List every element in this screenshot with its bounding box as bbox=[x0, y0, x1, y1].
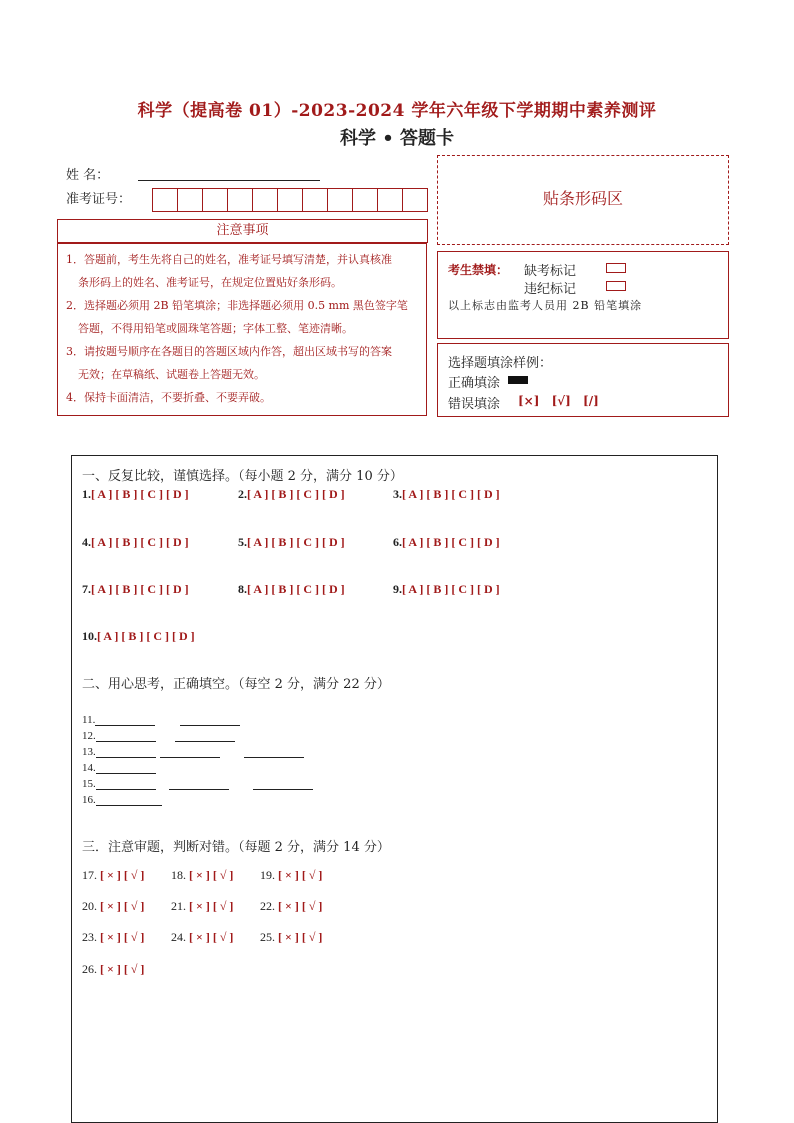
correct-fill-sample bbox=[508, 376, 528, 384]
id-digit-box[interactable] bbox=[302, 188, 328, 212]
page-subtitle: 科学 • 答题卡 bbox=[339, 128, 455, 149]
tf-question-21[interactable]: 21. [ × ] [ √ ] bbox=[171, 899, 234, 913]
fill-row-12: 12. bbox=[82, 729, 235, 742]
blank-field[interactable] bbox=[180, 713, 240, 726]
barcode-label: 贴条形码区 bbox=[542, 189, 623, 208]
tf-question-19[interactable]: 19. [ × ] [ √ ] bbox=[260, 868, 323, 882]
correct-fill-label: 正确填涂 bbox=[448, 376, 501, 391]
fill-row-15: 15. bbox=[82, 777, 313, 790]
absent-mark-box[interactable] bbox=[606, 263, 626, 273]
mc-question-5[interactable]: 5.[ A ] [ B ] [ C ] [ D ] bbox=[238, 535, 345, 549]
answer-area bbox=[71, 455, 718, 1123]
absent-mark-label: 缺考标记 bbox=[524, 264, 577, 279]
id-digit-box[interactable] bbox=[152, 188, 178, 212]
name-label: 姓 名： bbox=[66, 168, 110, 183]
id-digit-box[interactable] bbox=[277, 188, 303, 212]
mc-question-8[interactable]: 8.[ A ] [ B ] [ C ] [ D ] bbox=[238, 582, 345, 596]
blank-field[interactable] bbox=[96, 761, 156, 774]
fill-row-16: 16. bbox=[82, 793, 162, 806]
fill-row-13: 13. bbox=[82, 745, 304, 758]
id-digit-box[interactable] bbox=[202, 188, 228, 212]
mc-question-1[interactable]: 1.[ A ] [ B ] [ C ] [ D ] bbox=[82, 487, 189, 501]
id-digit-box[interactable] bbox=[327, 188, 353, 212]
forbidden-label: 考生禁填： bbox=[448, 263, 509, 277]
name-field[interactable] bbox=[138, 166, 320, 181]
notice-item: 4．保持卡面清洁，不要折叠、不要弄破。 bbox=[66, 391, 271, 404]
mc-question-7[interactable]: 7.[ A ] [ B ] [ C ] [ D ] bbox=[82, 582, 189, 596]
notice-item: 1．答题前，考生先将自己的姓名，准考证号填写清楚，并认真核准 条形码上的姓名、准考证号，在规定位置贴好条形码。 bbox=[66, 253, 392, 289]
tf-question-26[interactable]: 26. [ × ] [ √ ] bbox=[82, 962, 145, 976]
section1-title: 一、反复比较，谨慎选择。（每小题 2 分，满分 10 分） bbox=[82, 469, 403, 484]
tf-question-20[interactable]: 20. [ × ] [ √ ] bbox=[82, 899, 145, 913]
notice-box bbox=[57, 243, 427, 416]
wrong-fill-samples: [×] [√] [/] bbox=[518, 394, 599, 408]
blank-field[interactable] bbox=[96, 729, 156, 742]
notice-title: 注意事项 bbox=[57, 219, 428, 243]
id-digit-box[interactable] bbox=[177, 188, 203, 212]
blank-field[interactable] bbox=[244, 745, 304, 758]
fill-row-11: 11. bbox=[82, 713, 240, 726]
sample-title: 选择题填涂样例： bbox=[448, 356, 553, 371]
blank-field[interactable] bbox=[96, 793, 162, 806]
blank-field[interactable] bbox=[169, 777, 229, 790]
section3-title: 三．注意审题，判断对错。（每题 2 分，满分 14 分） bbox=[82, 840, 390, 855]
forbidden-note: 以上标志由监考人员用 2B 铅笔填涂 bbox=[448, 299, 643, 312]
violation-mark-box[interactable] bbox=[606, 281, 626, 291]
id-number-boxes[interactable] bbox=[152, 188, 427, 212]
forbidden-box bbox=[437, 251, 729, 339]
blank-field[interactable] bbox=[253, 777, 313, 790]
mc-question-10[interactable]: 10.[ A ] [ B ] [ C ] [ D ] bbox=[82, 629, 195, 643]
blank-field[interactable] bbox=[160, 745, 220, 758]
violation-mark-label: 违纪标记 bbox=[524, 282, 577, 297]
mc-question-4[interactable]: 4.[ A ] [ B ] [ C ] [ D ] bbox=[82, 535, 189, 549]
tf-question-18[interactable]: 18. [ × ] [ √ ] bbox=[171, 868, 234, 882]
barcode-area bbox=[437, 155, 729, 245]
mc-question-2[interactable]: 2.[ A ] [ B ] [ C ] [ D ] bbox=[238, 487, 345, 501]
blank-field[interactable] bbox=[96, 745, 156, 758]
tf-question-25[interactable]: 25. [ × ] [ √ ] bbox=[260, 930, 323, 944]
id-digit-box[interactable] bbox=[402, 188, 428, 212]
blank-field[interactable] bbox=[96, 777, 156, 790]
tf-question-23[interactable]: 23. [ × ] [ √ ] bbox=[82, 930, 145, 944]
fill-row-14: 14. bbox=[82, 761, 156, 774]
mc-question-9[interactable]: 9.[ A ] [ B ] [ C ] [ D ] bbox=[393, 582, 500, 596]
notice-item: 3．请按题号顺序在各题目的答题区域内作答，超出区域书写的答案 无效；在草稿纸、试题卷上答题无效。 bbox=[66, 345, 392, 381]
id-digit-box[interactable] bbox=[227, 188, 253, 212]
mc-question-6[interactable]: 6.[ A ] [ B ] [ C ] [ D ] bbox=[393, 535, 500, 549]
tf-question-17[interactable]: 17. [ × ] [ √ ] bbox=[82, 868, 145, 882]
blank-field[interactable] bbox=[175, 729, 235, 742]
id-digit-box[interactable] bbox=[377, 188, 403, 212]
id-digit-box[interactable] bbox=[252, 188, 278, 212]
mc-question-3[interactable]: 3.[ A ] [ B ] [ C ] [ D ] bbox=[393, 487, 500, 501]
tf-question-24[interactable]: 24. [ × ] [ √ ] bbox=[171, 930, 234, 944]
notice-item: 2．选择题必须用 2B 铅笔填涂；非选择题必须用 0.5 mm 黑色签字笔 答题，不得用铅笔或圆珠笔答题；字体工整、笔迹清晰。 bbox=[66, 299, 408, 335]
sample-box bbox=[437, 343, 729, 417]
wrong-fill-label: 错误填涂 bbox=[448, 397, 501, 412]
id-digit-box[interactable] bbox=[352, 188, 378, 212]
id-label: 准考证号： bbox=[66, 192, 132, 207]
tf-question-22[interactable]: 22. [ × ] [ √ ] bbox=[260, 899, 323, 913]
section2-title: 二、用心思考，正确填空。（每空 2 分，满分 22 分） bbox=[82, 677, 390, 692]
page-title: 科学（提高卷 01）-2023-2024 学年六年级下学期期中素养测评 bbox=[137, 101, 657, 121]
blank-field[interactable] bbox=[95, 713, 155, 726]
